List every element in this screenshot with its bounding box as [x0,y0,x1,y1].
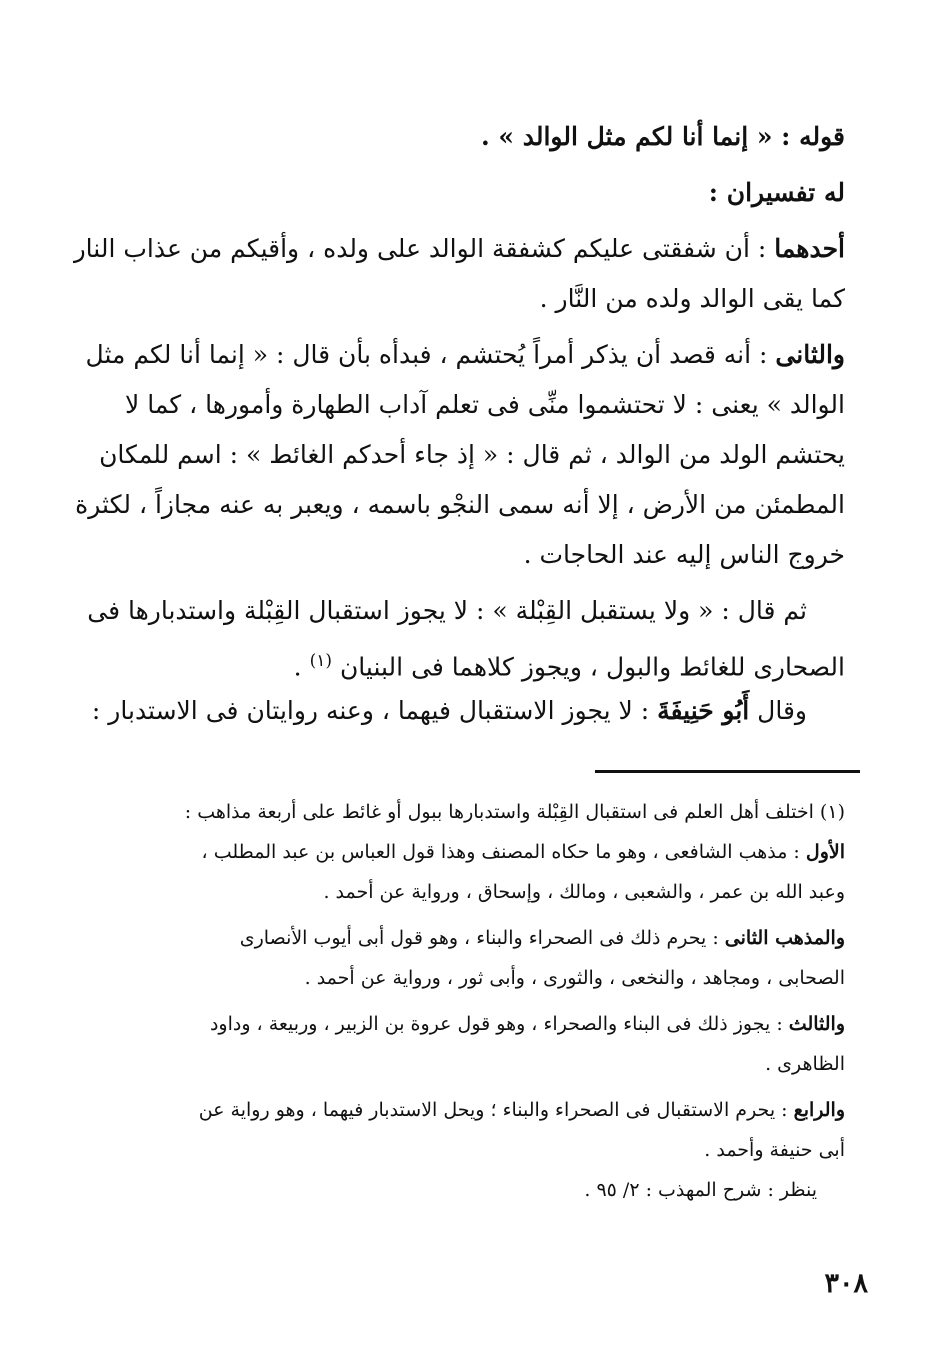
footnote-reference-text: ينظر : شرح المهذب : ٢/ ٩٥ . [584,1179,817,1201]
second-interpretation-text-2: الوالد » يعنى : لا تحتشموا منِّى فى تعلم آداب الطهارة وأمورها ، كما لا [125,390,845,419]
heading-label: قوله : [772,122,845,151]
footnote-third-label: والثالث [788,1013,845,1035]
footnote-fourth-line-1 [73,1090,845,1130]
heading-line [73,112,845,162]
footnote-first-label: الأول [805,841,845,863]
second-interpretation-line-3 [73,430,845,480]
second-interpretation-line-2 [73,380,845,430]
footnote-second-line-2 [73,958,845,998]
abu-hanifa-line [73,686,845,736]
interpretations-intro-text: له تفسيران : [708,178,845,207]
second-interpretation-line-4 [73,480,845,530]
first-interpretation-line-1 [73,224,845,274]
footnote-third-line-2 [73,1044,845,1084]
abu-hanifa-text: : لا يجوز الاستقبال فيهما ، وعنه روايتان فى الاستدبار : [91,696,658,725]
abu-hanifa-name: أَبُو حَنِيفَةَ [657,696,750,725]
interpretations-intro [73,168,845,218]
second-interpretation-text-5: خروج الناس إليه عند الحاجات . [523,540,845,569]
second-interpretation-line-1 [73,330,845,380]
second-interpretation-text-4: المطمئن من الأرض ، إلا أنه سمى النجْو باسمه ، ويعبر به عنه مجازاً ، لكثرة [75,490,845,519]
footnote-fourth-line-2 [73,1130,845,1170]
second-interpretation-label: والثانى [775,340,845,369]
footnote-second-text-2: الصحابى ، ومجاهد ، والنخعى ، والثورى ، وأبى ثور ، ورواية عن أحمد . [304,967,845,989]
qibla-text-2: الصحارى للغائط والبول ، ويجوز كلاهما فى البنيان [332,652,845,682]
qibla-line-1 [73,586,845,636]
footnote-third-line-1 [73,1004,845,1044]
footnote-second-label: والمذهب الثانى [724,927,845,949]
footnotes [73,792,845,1210]
footnote-first-line-2 [73,872,845,912]
second-interpretation-text-3: يحتشم الولد من الوالد ، ثم قال : « إذ جاء أحدكم الغائط » : اسم للمكان [99,440,845,469]
footnote-reference[interactable]: (١) [309,651,332,671]
footnote-first-line-1 [73,832,845,872]
footnote-intro: (١) اختلف أهل العلم فى استقبال القِبْلة واستدبارها ببول أو غائط على أربعة مذاهب : [184,801,845,823]
abu-hanifa-prefix: وقال [749,696,807,725]
qibla-text-1: ثم قال : « ولا يستقبل القِبْلة » : لا يجوز استقبال القِبْلة واستدبارها فى [87,596,807,625]
second-interpretation-text-1: : أنه قصد أن يذكر أمراً يُحتشم ، فبدأه بأن قال : « إنما أنا لكم مثل [85,340,776,369]
footnote-first-text-2: وعبد الله بن عمر ، والشعبى ، ومالك ، وإسحاق ، ورواية عن أحمد . [323,881,845,903]
first-interpretation-line-2 [73,274,845,324]
first-interpretation-label: أحدهما [774,234,845,263]
footnote-first-text-1: : مذهب الشافعى ، وهو ما حكاه المصنف وهذا قول العباس بن عبد المطلب ، [201,841,806,863]
main-text [73,112,845,736]
footnote-second-text-1: : يحرم ذلك فى الصحراء والبناء ، وهو قول أبى أيوب الأنصارى [239,927,725,949]
footnote-fourth-text-2: أبى حنيفة وأحمد . [704,1139,845,1161]
qibla-text-2-end: . [293,652,310,682]
footnote-second-line-1 [73,918,845,958]
footnote-fourth-text-1: : يحرم الاستقبال فى الصحراء والبناء ؛ ويحل الاستدبار فيهما ، وهو رواية عن [198,1099,794,1121]
first-interpretation-text-1: : أن شفقتى عليكم كشفقة الوالد على ولده ، وأقيكم من عذاب النار [73,234,775,263]
first-interpretation-text-2: كما يقى الوالد ولده من النَّار . [539,284,845,313]
footnote-fourth-label: والرابع [793,1099,845,1121]
heading-quote: « إنما أنا لكم مثل الوالد » . [481,122,773,151]
footnote-third-text-2: الظاهرى . [765,1053,845,1075]
page-number: ٣٠٨ [824,1268,868,1299]
footnote-reference-line [73,1170,845,1210]
qibla-line-2 [73,636,845,686]
footnote-separator [595,770,860,773]
footnote-third-text-1: : يجوز ذلك فى البناء والصحراء ، وهو قول عروة بن الزبير ، وربيعة ، وداود [209,1013,789,1035]
second-interpretation-line-5 [73,530,845,580]
footnote-intro-line [73,792,845,832]
